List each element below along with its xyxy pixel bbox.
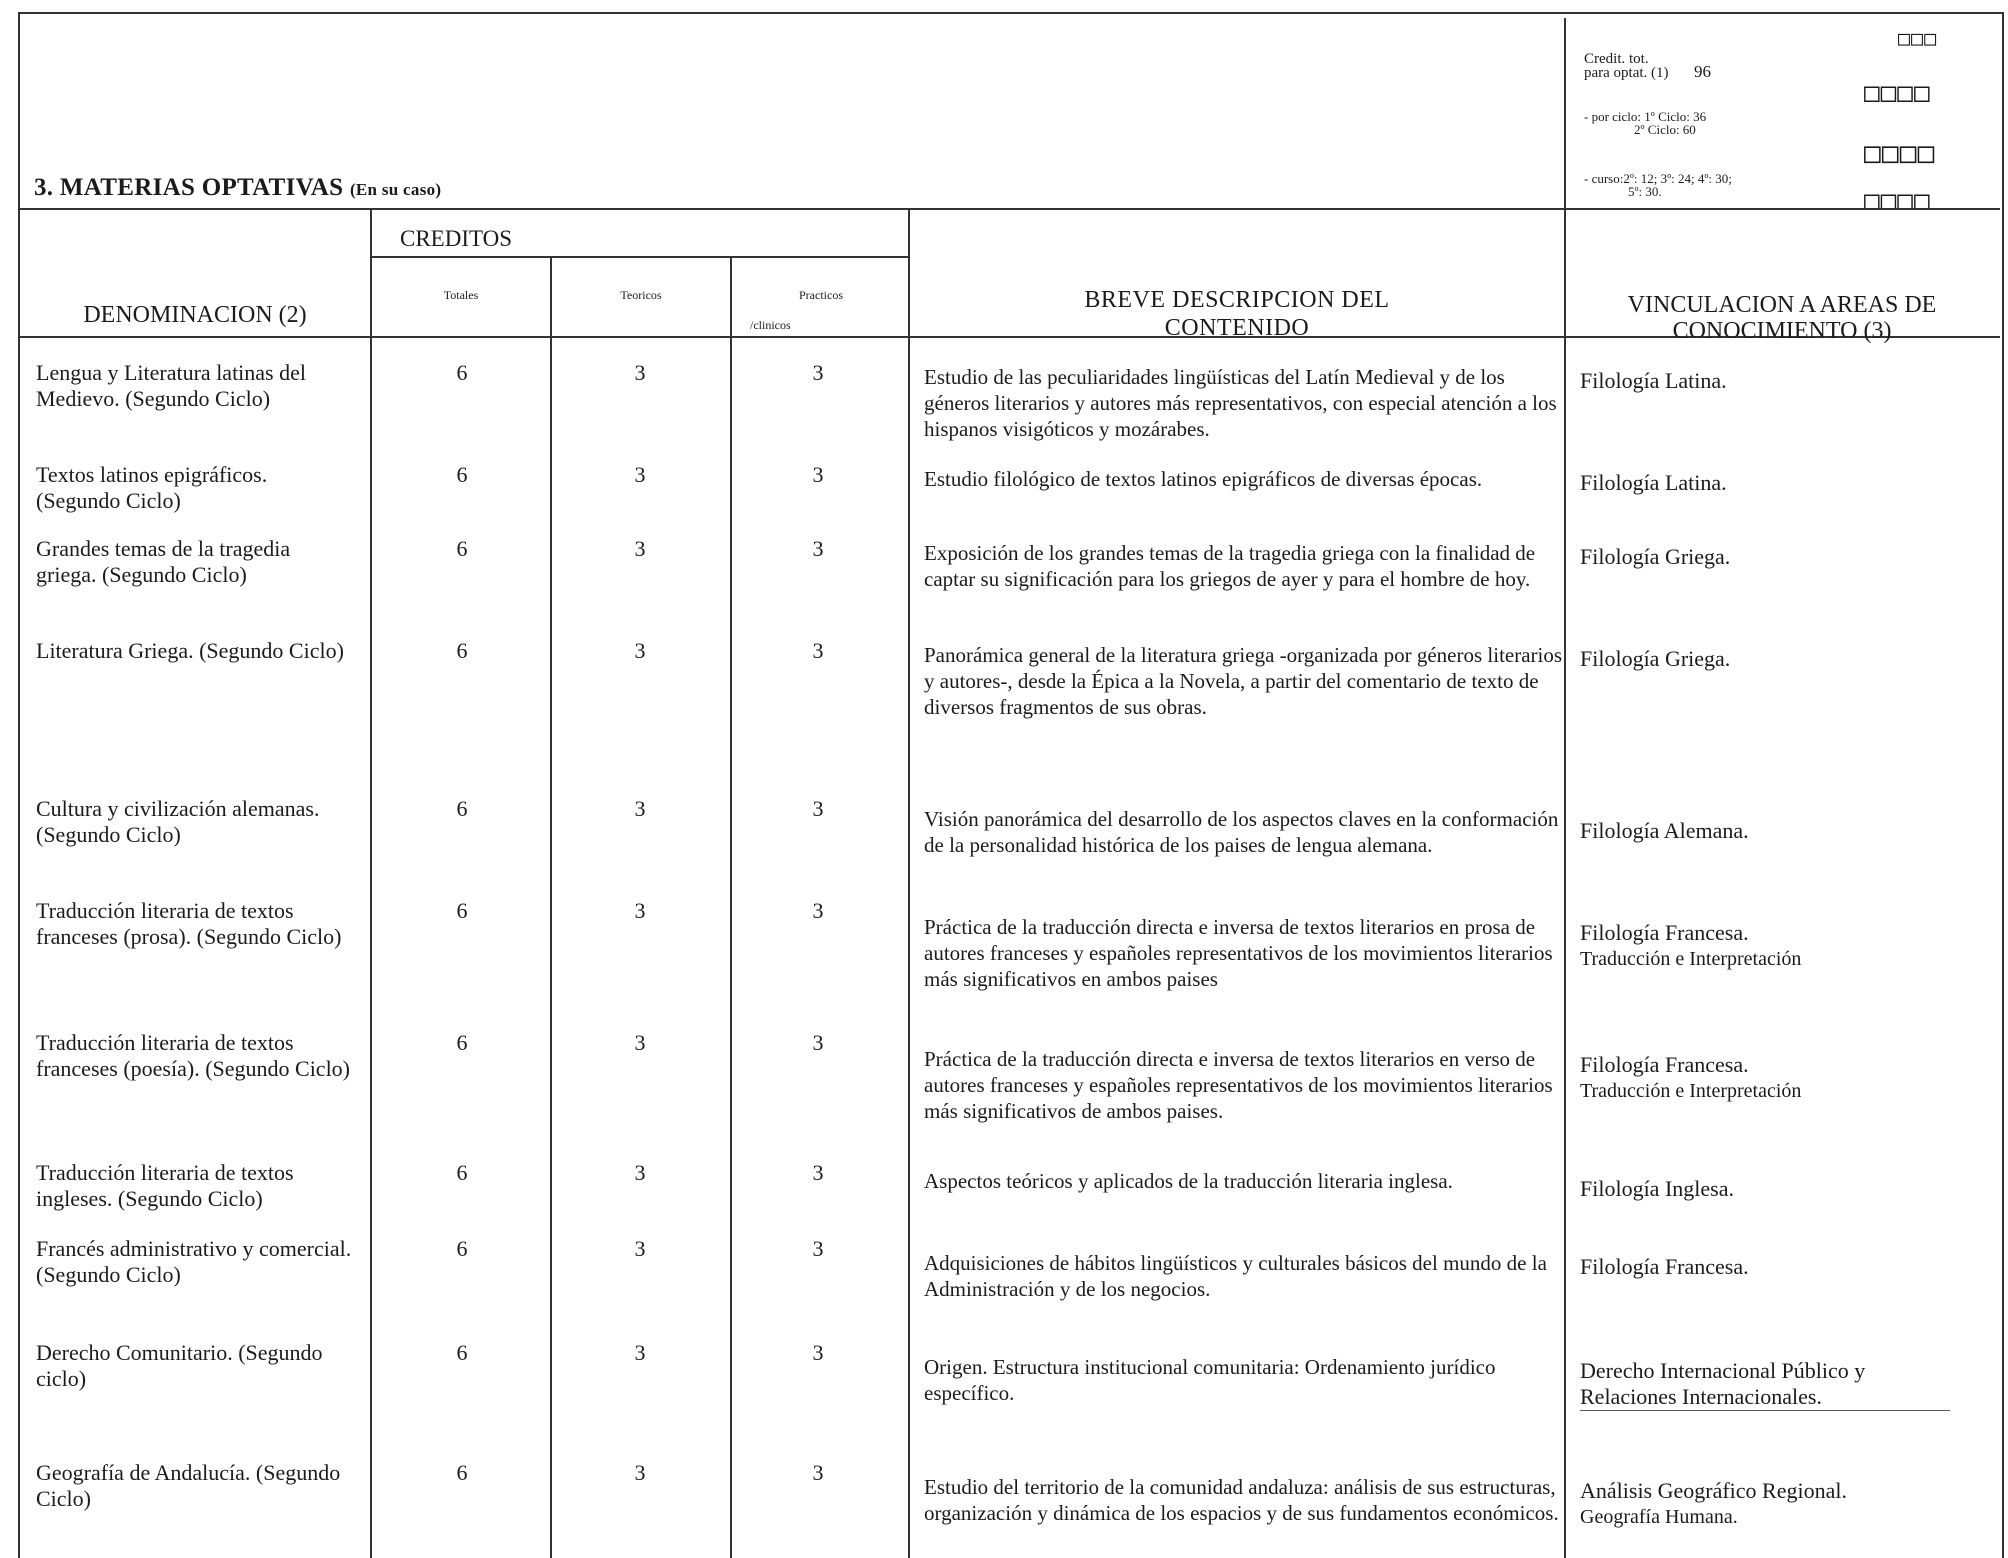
credit-course-line2: 5º: 30. xyxy=(1628,184,1662,199)
header-teoricos: Teoricos xyxy=(620,288,662,302)
header-descripcion-line2: CONTENIDO xyxy=(1164,315,1310,341)
code-boxes-1: □□□ xyxy=(1898,26,1938,50)
knowledge-area-secondary: Traducción e Interpretación xyxy=(1580,1080,1802,1102)
credits-practice: 3 xyxy=(812,1460,824,1485)
knowledge-area xyxy=(1580,1358,1950,1411)
credits-total: 6 xyxy=(456,1236,468,1261)
credits-total: 6 xyxy=(456,1460,468,1485)
credits-practice: 3 xyxy=(812,796,824,821)
credit-course-line1: - curso:2º: 12; 3º: 24; 4º: 30; xyxy=(1584,171,1732,186)
subject-description: Estudio del territorio de la comunidad andaluza: análisis de sus estructuras, organización y dinámica de los espacios y de sus fundamentos económicos. xyxy=(924,1475,1559,1525)
section-title xyxy=(34,174,441,202)
credit-per-cycle xyxy=(1584,110,1706,136)
table-top-rule xyxy=(18,208,2000,210)
subject-description: Práctica de la traducción directa e inversa de textos literarios en verso de autores franceses y españoles representativos de los movimientos literarios más significativos de ambos paises. xyxy=(924,1047,1553,1123)
creditos-rule xyxy=(370,256,910,258)
col-divider-4 xyxy=(908,208,910,1558)
header-descripcion-line1: BREVE DESCRIPCION DEL xyxy=(1084,287,1390,313)
knowledge-area xyxy=(1580,920,2000,972)
knowledge-area xyxy=(1580,1478,2000,1530)
subject-name: Traducción literaria de textos franceses (prosa). (Segundo Ciclo) xyxy=(36,898,342,949)
col-divider-5 xyxy=(1564,18,1566,1558)
credits-theory: 3 xyxy=(634,638,646,663)
credits-theory: 3 xyxy=(634,1460,646,1485)
knowledge-area-primary: Filología Griega. xyxy=(1580,646,1731,671)
credits-total: 6 xyxy=(456,898,468,923)
subject-description: Estudio filológico de textos latinos epigráficos de diversas épocas. xyxy=(924,467,1483,491)
credit-summary-box xyxy=(1564,18,2002,218)
credits-theory: 3 xyxy=(634,1160,646,1185)
knowledge-area xyxy=(1580,470,2000,496)
knowledge-area xyxy=(1580,544,2000,570)
col-divider-3 xyxy=(730,256,732,1558)
credits-theory: 3 xyxy=(634,1030,646,1055)
subject-description: Práctica de la traducción directa e inversa de textos literarios en prosa de autores franceses y españoles representativos de los movimientos literarios más significativos en ambos paises xyxy=(924,915,1553,991)
knowledge-area-secondary: Traducción e Interpretación xyxy=(1580,948,1802,970)
header-practicos: Practicos xyxy=(799,288,843,302)
credits-practice: 3 xyxy=(812,1340,824,1365)
code-boxes-3: □□□□ xyxy=(1864,136,1936,169)
credits-total: 6 xyxy=(456,1160,468,1185)
credit-total-value: 96 xyxy=(1694,62,1711,81)
credits-practice: 3 xyxy=(812,898,824,923)
credits-practice: 3 xyxy=(812,1160,824,1185)
subject-description: Origen. Estructura institucional comunitaria: Ordenamiento jurídico específico. xyxy=(924,1355,1496,1405)
subject-name: Geografía de Andalucía. (Segundo Ciclo) xyxy=(36,1460,341,1511)
subject-name: Lengua y Literatura latinas del Medievo. (Segundo Ciclo) xyxy=(36,360,306,411)
credits-theory: 3 xyxy=(634,1236,646,1261)
header-vinculacion xyxy=(1566,292,1998,344)
credits-total: 6 xyxy=(456,1340,468,1365)
knowledge-area-primary: Filología Alemana. xyxy=(1580,818,1749,843)
knowledge-area xyxy=(1580,818,2000,844)
subject-description: Panorámica general de la literatura griega -organizada por géneros literarios y autores-, desde la Épica a la Novela, a partir del comentario de texto de diversos fragmentos de sus obras. xyxy=(924,643,1563,719)
credits-theory: 3 xyxy=(634,898,646,923)
code-boxes-2: □□□□ xyxy=(1864,78,1931,108)
credits-total: 6 xyxy=(456,360,468,385)
credits-total: 6 xyxy=(456,638,468,663)
header-descripcion xyxy=(910,286,1564,342)
knowledge-area-primary: Filología Francesa. xyxy=(1580,920,1749,945)
credits-practice: 3 xyxy=(812,638,824,663)
credits-practice: 3 xyxy=(812,1030,824,1055)
subject-name: Traducción literaria de textos ingleses. (Segundo Ciclo) xyxy=(36,1160,294,1211)
credit-cycle-line2: 2º Ciclo: 60 xyxy=(1634,122,1696,137)
header-vinculacion-line2: CONOCIMIENTO (3) xyxy=(1672,318,1892,344)
credits-total: 6 xyxy=(456,796,468,821)
knowledge-area xyxy=(1580,646,2000,672)
header-clinicos: /clinicos xyxy=(750,318,791,332)
credits-total: 6 xyxy=(456,536,468,561)
subject-name: Grandes temas de la tragedia griega. (Segundo Ciclo) xyxy=(36,536,291,587)
credit-total-line2: para optat. (1) xyxy=(1584,65,1669,81)
subject-description: Exposición de los grandes temas de la tragedia griega con la finalidad de captar su significación para los griegos de ayer y para el hombre de hoy. xyxy=(924,541,1536,591)
credits-theory: 3 xyxy=(634,360,646,385)
credits-theory: 3 xyxy=(634,1340,646,1365)
subject-name: Literatura Griega. (Segundo Ciclo) xyxy=(36,638,344,663)
knowledge-area-primary: Filología Inglesa. xyxy=(1580,1176,1734,1201)
knowledge-area xyxy=(1580,1052,2000,1104)
credits-total: 6 xyxy=(456,1030,468,1055)
knowledge-area xyxy=(1580,368,2000,394)
subject-description: Adquisiciones de hábitos lingüísticos y culturales básicos del mundo de la Administración y de los negocios. xyxy=(924,1251,1547,1301)
col-divider-2 xyxy=(550,256,552,1558)
credit-per-course xyxy=(1584,172,1732,198)
knowledge-area-primary: Filología Latina. xyxy=(1580,470,1727,495)
knowledge-area-primary: Derecho Internacional Público y Relaciones Internacionales. xyxy=(1580,1358,1866,1409)
knowledge-area-primary: Filología Latina. xyxy=(1580,368,1727,393)
knowledge-area-primary: Filología Griega. xyxy=(1580,544,1731,569)
credit-total-label xyxy=(1584,51,1711,81)
knowledge-area-primary: Filología Francesa. xyxy=(1580,1052,1749,1077)
subject-description: Aspectos teóricos y aplicados de la traducción literaria inglesa. xyxy=(924,1169,1453,1193)
credit-cycle-line1: - por ciclo: 1º Ciclo: 36 xyxy=(1584,109,1707,124)
knowledge-area xyxy=(1580,1254,2000,1280)
subject-name: Francés administrativo y comercial. (Segundo Ciclo) xyxy=(36,1236,352,1287)
header-totales: Totales xyxy=(443,288,479,302)
knowledge-area-primary: Análisis Geográfico Regional. xyxy=(1580,1478,1847,1503)
subject-description: Estudio de las peculiaridades lingüísticas del Latín Medieval y de los géneros literarios y autores más representativos, con especial atención a los hispanos visigóticos y mozárabes. xyxy=(924,365,1557,441)
subject-name: Textos latinos epigráficos. (Segundo Ciclo) xyxy=(36,462,268,513)
subject-name: Derecho Comunitario. (Segundo ciclo) xyxy=(36,1340,323,1391)
header-creditos: CREDITOS xyxy=(400,226,513,251)
credits-theory: 3 xyxy=(634,796,646,821)
page-frame xyxy=(18,12,2004,1558)
knowledge-area xyxy=(1580,1176,2000,1202)
credits-theory: 3 xyxy=(634,536,646,561)
credits-practice: 3 xyxy=(812,462,824,487)
subject-description: Visión panorámica del desarrollo de los aspectos claves en la conformación de la personalidad histórica de los paises de lengua alemana. xyxy=(924,807,1559,857)
subject-name: Cultura y civilización alemanas. (Segundo Ciclo) xyxy=(36,796,320,847)
header-vinculacion-line1: VINCULACION A AREAS DE xyxy=(1627,292,1937,318)
code-boxes-4: □□□□ xyxy=(1864,186,1931,216)
section-title-text: 3. MATERIAS OPTATIVAS xyxy=(34,174,344,201)
knowledge-area-primary: Filología Francesa. xyxy=(1580,1254,1749,1279)
credits-theory: 3 xyxy=(634,462,646,487)
col-divider-1 xyxy=(370,208,372,1558)
knowledge-area-secondary: Geografía Humana. xyxy=(1580,1506,1738,1528)
subject-name: Traducción literaria de textos franceses (poesía). (Segundo Ciclo) xyxy=(36,1030,351,1081)
credits-total: 6 xyxy=(456,462,468,487)
credits-practice: 3 xyxy=(812,360,824,385)
header-denominacion: DENOMINACION (2) xyxy=(83,302,307,328)
credit-total-line1: Credit. tot. xyxy=(1584,51,1649,67)
section-subtitle: (En su caso) xyxy=(349,180,442,199)
credits-practice: 3 xyxy=(812,536,824,561)
credits-practice: 3 xyxy=(812,1236,824,1261)
